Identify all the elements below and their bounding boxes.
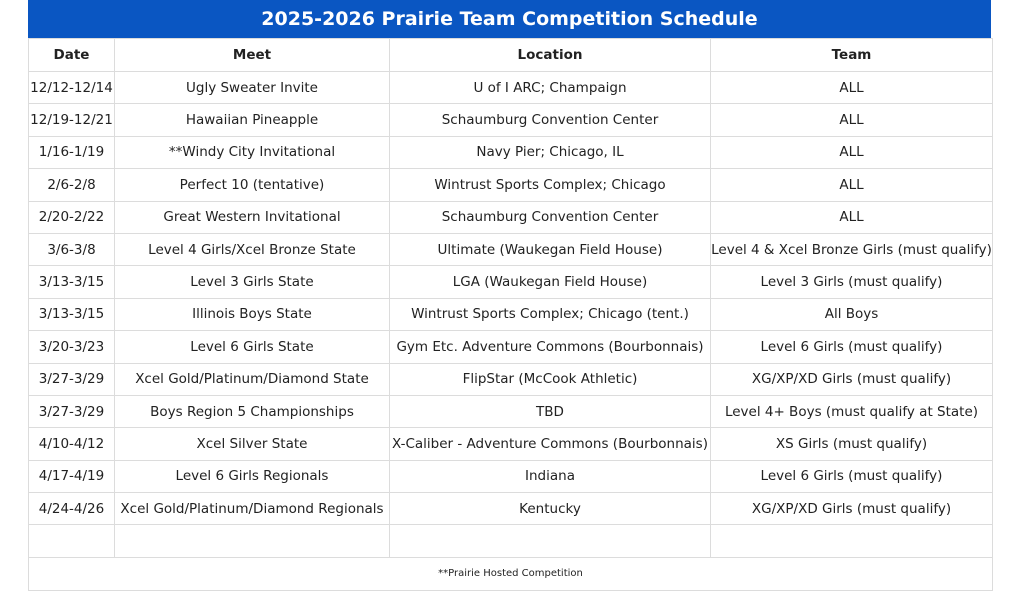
footnote-row (29, 557, 993, 590)
empty-cell (29, 525, 115, 557)
cell-location: Wintrust Sports Complex; Chicago (390, 169, 711, 201)
cell-date: 3/13-3/15 (29, 266, 115, 298)
empty-row (29, 525, 993, 557)
table-row (29, 460, 993, 492)
table-row (29, 266, 993, 298)
cell-date: 2/20-2/22 (29, 201, 115, 233)
cell-team: Level 6 Girls (must qualify) (711, 460, 993, 492)
cell-location: Indiana (390, 460, 711, 492)
cell-team: ALL (711, 136, 993, 168)
cell-meet: Great Western Invitational (115, 201, 390, 233)
empty-cell (390, 525, 711, 557)
cell-team: ALL (711, 104, 993, 136)
cell-location: Schaumburg Convention Center (390, 104, 711, 136)
footnote: **Prairie Hosted Competition (29, 557, 993, 590)
cell-date: 3/27-3/29 (29, 363, 115, 395)
cell-meet: Boys Region 5 Championships (115, 395, 390, 427)
cell-meet: Level 6 Girls Regionals (115, 460, 390, 492)
cell-team: Level 6 Girls (must qualify) (711, 331, 993, 363)
table-row (29, 395, 993, 427)
table-row (29, 298, 993, 330)
cell-team: ALL (711, 72, 993, 104)
table-row (29, 201, 993, 233)
cell-location: TBD (390, 395, 711, 427)
header-row (29, 39, 993, 72)
table-row (29, 331, 993, 363)
cell-location: LGA (Waukegan Field House) (390, 266, 711, 298)
table-row (29, 493, 993, 525)
cell-meet: Ugly Sweater Invite (115, 72, 390, 104)
schedule-table (28, 38, 993, 591)
cell-team: ALL (711, 169, 993, 201)
cell-meet: Illinois Boys State (115, 298, 390, 330)
header-location: Location (390, 39, 711, 72)
table-row (29, 363, 993, 395)
cell-date: 3/20-3/23 (29, 331, 115, 363)
cell-meet: Level 6 Girls State (115, 331, 390, 363)
header-date: Date (29, 39, 115, 72)
cell-location: FlipStar (McCook Athletic) (390, 363, 711, 395)
cell-team: Level 4+ Boys (must qualify at State) (711, 395, 993, 427)
cell-meet: Xcel Silver State (115, 428, 390, 460)
table-row (29, 169, 993, 201)
table-row (29, 72, 993, 104)
cell-meet: Xcel Gold/Platinum/Diamond Regionals (115, 493, 390, 525)
cell-date: 4/24-4/26 (29, 493, 115, 525)
table-row (29, 136, 993, 168)
cell-date: 12/12-12/14 (29, 72, 115, 104)
cell-meet: **Windy City Invitational (115, 136, 390, 168)
cell-team: Level 4 & Xcel Bronze Girls (must qualify) (711, 233, 993, 265)
table-row (29, 428, 993, 460)
cell-team: Level 3 Girls (must qualify) (711, 266, 993, 298)
cell-team: XG/XP/XD Girls (must qualify) (711, 493, 993, 525)
cell-team: ALL (711, 201, 993, 233)
cell-meet: Level 4 Girls/Xcel Bronze State (115, 233, 390, 265)
cell-date: 4/17-4/19 (29, 460, 115, 492)
cell-date: 2/6-2/8 (29, 169, 115, 201)
cell-date: 3/6-3/8 (29, 233, 115, 265)
cell-meet: Hawaiian Pineapple (115, 104, 390, 136)
empty-cell (115, 525, 390, 557)
cell-location: Ultimate (Waukegan Field House) (390, 233, 711, 265)
table-row (29, 233, 993, 265)
cell-date: 12/19-12/21 (29, 104, 115, 136)
cell-location: Wintrust Sports Complex; Chicago (tent.) (390, 298, 711, 330)
cell-team: All Boys (711, 298, 993, 330)
cell-date: 3/13-3/15 (29, 298, 115, 330)
cell-location: Gym Etc. Adventure Commons (Bourbonnais) (390, 331, 711, 363)
cell-location: Schaumburg Convention Center (390, 201, 711, 233)
cell-date: 3/27-3/29 (29, 395, 115, 427)
cell-location: X-Caliber - Adventure Commons (Bourbonnais) (390, 428, 711, 460)
header-team: Team (711, 39, 993, 72)
header-meet: Meet (115, 39, 390, 72)
cell-location: Navy Pier; Chicago, IL (390, 136, 711, 168)
empty-cell (711, 525, 993, 557)
cell-meet: Perfect 10 (tentative) (115, 169, 390, 201)
page-title: 2025-2026 Prairie Team Competition Schedule (28, 0, 991, 38)
table-row (29, 104, 993, 136)
cell-team: XG/XP/XD Girls (must qualify) (711, 363, 993, 395)
cell-date: 4/10-4/12 (29, 428, 115, 460)
cell-meet: Level 3 Girls State (115, 266, 390, 298)
cell-location: Kentucky (390, 493, 711, 525)
cell-date: 1/16-1/19 (29, 136, 115, 168)
cell-meet: Xcel Gold/Platinum/Diamond State (115, 363, 390, 395)
cell-location: U of I ARC; Champaign (390, 72, 711, 104)
cell-team: XS Girls (must qualify) (711, 428, 993, 460)
